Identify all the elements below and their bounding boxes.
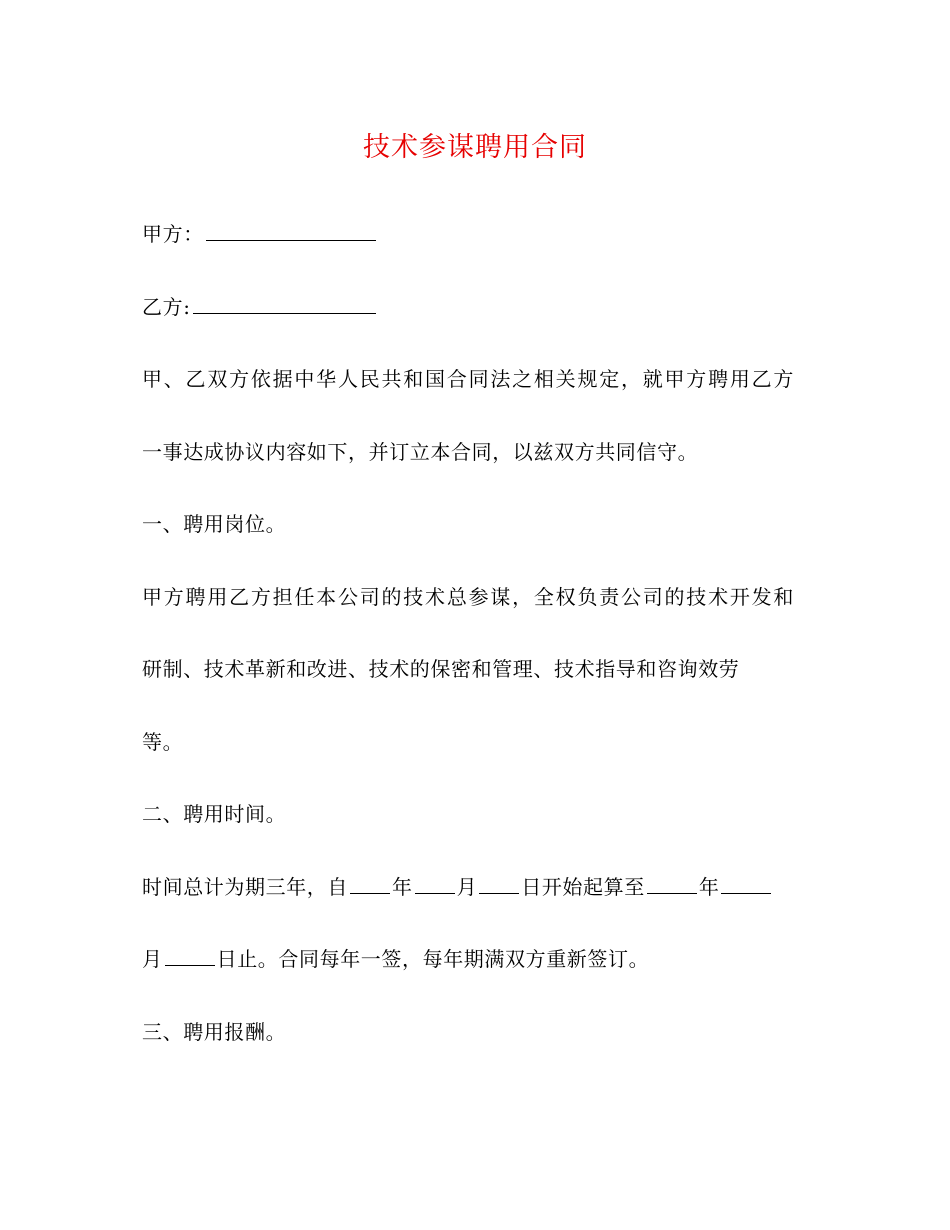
document-title: 技术参谋聘用合同 [363, 132, 587, 163]
party-b-blank [193, 293, 376, 314]
section-1-line-1: 甲方聘用乙方担任本公司的技术总参谋，全权负责公司的技术开发和 [142, 585, 794, 609]
party-a-line [142, 220, 822, 248]
year-blank-2 [647, 873, 697, 894]
party-a-blank [206, 220, 376, 241]
intro-line-1: 甲、乙双方依据中华人民共和国合同法之相关规定，就甲方聘用乙方 [142, 367, 794, 391]
section-2-text-start: 时间总计为期三年，自 [142, 875, 348, 899]
intro-line-2: 一事达成协议内容如下，并订立本合同，以兹双方共同信守。 [142, 440, 699, 464]
party-a-label: 甲方： [142, 222, 204, 246]
year-label-1: 年 [392, 875, 413, 899]
month-blank-2-trailing [721, 873, 771, 894]
day-blank-1 [479, 873, 519, 894]
month-label-1: 月 [456, 875, 478, 899]
party-b-label: 乙方: [142, 295, 191, 319]
month-label-2: 月 [142, 947, 163, 971]
section-1-line-2: 研制、技术革新和改进、技术的保密和管理、技术指导和咨询效劳 [142, 657, 740, 681]
section-1-heading: 一、聘用岗位。 [142, 512, 287, 536]
section-2-text-end: 日止。合同每年一签，每年期满双方重新签订。 [216, 947, 650, 971]
day-blank-2 [165, 945, 215, 966]
section-1-line-3: 等。 [142, 730, 184, 754]
year-blank-1 [350, 873, 390, 894]
party-b-line [142, 293, 822, 321]
day-label-1: 日开始起算至 [521, 875, 645, 899]
year-label-2: 年 [698, 875, 720, 899]
section-2-line-2 [142, 945, 822, 973]
section-2-heading: 二、聘用时间。 [142, 802, 287, 826]
section-3-heading: 三、聘用报酬。 [142, 1020, 287, 1044]
section-2-line-1 [142, 873, 822, 901]
month-blank-1 [415, 873, 455, 894]
